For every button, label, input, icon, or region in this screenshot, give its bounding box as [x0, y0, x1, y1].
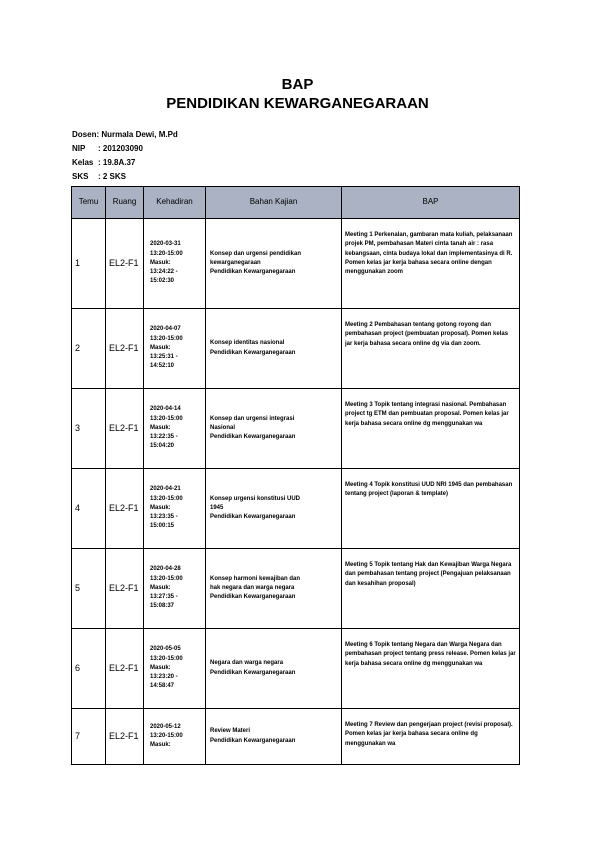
kelas-line [72, 158, 135, 167]
bahan-line: Konsep urgensi konstitusi UUD [210, 495, 301, 502]
table-row [72, 309, 520, 389]
kehadiran-line: 13:27:35 - [150, 594, 178, 601]
dosen-line: Dosen: Nurmala Dewi, M.Pd [72, 130, 178, 139]
kehadiran-line: 2020-04-07 [150, 326, 181, 333]
bahan-line: Konsep identitas nasional [210, 340, 285, 347]
kehadiran-line: 13:23:35 - [150, 514, 178, 521]
nip-label: NIP [72, 144, 86, 153]
cell-bahan-kajian [206, 309, 342, 389]
cell-kehadiran [144, 709, 206, 765]
kelas-label: Kelas [72, 158, 94, 167]
kehadiran-line: 13:20-15:00 [150, 655, 183, 662]
cell-bahan-kajian [206, 469, 342, 549]
header-temu: Temu [72, 187, 106, 219]
bahan-line: Nasional [210, 424, 236, 431]
cell-kehadiran [144, 629, 206, 709]
bahan-line: Konsep dan urgensi pendidikan [210, 250, 302, 257]
cell-kehadiran [144, 549, 206, 629]
cell-bahan-kajian [206, 219, 342, 309]
kehadiran-line: 14:52:10 [150, 363, 175, 370]
cell-temu: 5 [72, 549, 106, 629]
cell-bap: Meeting 5 Topik tentang Hak dan Kewajiban Warga Negara dan pembahasan tentang project (Pengajuan pelaksanaan dan kesahihan proposal) [342, 549, 520, 629]
bahan-line: Pendidikan Kewarganegaraan [210, 594, 296, 601]
kehadiran-line: 13:25:31 - [150, 354, 178, 361]
cell-temu: 3 [72, 389, 106, 469]
kehadiran-line: Masuk: [150, 742, 171, 749]
cell-bahan-kajian [206, 629, 342, 709]
cell-ruang: EL2-F1 [106, 629, 144, 709]
nip-value: : 201203090 [98, 144, 143, 153]
kehadiran-line: 13:20-15:00 [150, 575, 183, 582]
cell-ruang: EL2-F1 [106, 389, 144, 469]
kehadiran-line: 15:02:30 [150, 278, 175, 285]
table-row [72, 389, 520, 469]
cell-temu: 1 [72, 219, 106, 309]
kehadiran-line: Masuk: [150, 259, 171, 266]
kehadiran-line: 13:22:35 - [150, 434, 178, 441]
table-row [72, 549, 520, 629]
kehadiran-line: 2020-04-21 [150, 486, 181, 493]
bahan-line: Review Materi [210, 728, 251, 735]
cell-temu: 6 [72, 629, 106, 709]
kelas-value: : 19.8A.37 [98, 158, 136, 167]
kehadiran-line: 13:24:22 - [150, 269, 178, 276]
cell-bap: Meeting 2 Pembahasan tentang gotong royong dan pembahasan project (pembuatan proposal). Pomen kelas jar kerja bahasa secara online dg via dan zoom. [342, 309, 520, 389]
cell-bap: Meeting 6 Topik tentang Negara dan Warga Negara dan pembahasan project tentang press release. Pomen kelas jar kerja bahasa secara online dg menggunakan wa [342, 629, 520, 709]
page-subtitle: PENDIDIKAN KEWARGANEGARAAN [166, 95, 429, 112]
table-row [72, 469, 520, 549]
bahan-line: Pendidikan Kewarganegaraan [210, 349, 296, 356]
cell-ruang: EL2-F1 [106, 219, 144, 309]
table-row [72, 709, 520, 765]
kehadiran-line: 13:20-15:00 [150, 732, 183, 739]
table-row [72, 629, 520, 709]
bahan-line: Konsep dan urgensi integrasi [210, 415, 295, 422]
cell-bahan-kajian [206, 709, 342, 765]
kehadiran-line: 15:08:37 [150, 603, 175, 610]
bahan-line: hak negara dan warga negara [210, 584, 295, 591]
cell-ruang: EL2-F1 [106, 469, 144, 549]
cell-bap: Meeting 4 Topik konstitusi UUD NRI 1945 dan pembahasan tentang project (laporan & template) [342, 469, 520, 549]
cell-bap: Meeting 3 Topik tentang integrasi nasional. Pembahasan project tg ETM dan pembuatan proposal. Pomen kelas jar kerja bahasa secara online dg menggunakan wa [342, 389, 520, 469]
bahan-line: Konsep harmoni kewajiban dan [210, 575, 301, 582]
bahan-line: Negara dan warga negara [210, 660, 284, 667]
cell-temu: 2 [72, 309, 106, 389]
cell-kehadiran [144, 219, 206, 309]
kehadiran-line: 15:00:15 [150, 523, 175, 530]
kehadiran-line: 13:20-15:00 [150, 415, 183, 422]
header-ruang: Ruang [106, 187, 144, 219]
header-bap: BAP [342, 187, 520, 219]
kehadiran-line: Masuk: [150, 504, 171, 511]
kehadiran-line: 13:23:20 - [150, 674, 178, 681]
sks-line [72, 172, 126, 181]
kehadiran-line: Masuk: [150, 344, 171, 351]
kehadiran-line: 13:20-15:00 [150, 250, 183, 257]
bahan-line: kewarganegaraan [210, 259, 261, 266]
kehadiran-line: 2020-05-05 [150, 646, 181, 653]
kehadiran-line: Masuk: [150, 584, 171, 591]
cell-temu: 4 [72, 469, 106, 549]
sks-label: SKS [72, 172, 89, 181]
page-title: BAP [281, 76, 314, 93]
header-kehadiran: Kehadiran [144, 187, 206, 219]
kehadiran-line: Masuk: [150, 424, 171, 431]
cell-kehadiran [144, 469, 206, 549]
cell-temu: 7 [72, 709, 106, 765]
bahan-line: Pendidikan Kewarganegaraan [210, 669, 296, 676]
kehadiran-line: 15:04:20 [150, 443, 175, 450]
cell-bap: Meeting 7 Review dan pengerjaan project (revisi proposal). Pomen kelas jar kerja bahasa secara online dg menggunakan wa [342, 709, 520, 765]
table-header-row [72, 187, 520, 219]
cell-bap: Meeting 1 Perkenalan, gambaran mata kuliah, pelaksanaan projek PM, pembahasan Materi cinta tanah air : rasa kebangsaan, cinta budaya lokal dan implementasinya di R. Pomen kelas jar kerja bahasa secara online dengan menggunakan zoom [342, 219, 520, 309]
nip-line [72, 144, 143, 153]
cell-bahan-kajian [206, 549, 342, 629]
kehadiran-line: 2020-05-12 [150, 723, 181, 730]
kehadiran-line: 13:20-15:00 [150, 495, 183, 502]
cell-kehadiran [144, 309, 206, 389]
table-row [72, 219, 520, 309]
kehadiran-line: 2020-03-31 [150, 241, 181, 248]
kehadiran-line: Masuk: [150, 664, 171, 671]
sks-value: : 2 SKS [98, 172, 127, 181]
bahan-line: Pendidikan Kewarganegaraan [210, 737, 296, 744]
bahan-line: Pendidikan Kewarganegaraan [210, 434, 296, 441]
kehadiran-line: 2020-04-14 [150, 406, 181, 413]
cell-bahan-kajian [206, 389, 342, 469]
cell-ruang: EL2-F1 [106, 549, 144, 629]
header-bahan-kajian: Bahan Kajian [206, 187, 342, 219]
bap-table [71, 186, 520, 765]
bahan-line: Pendidikan Kewarganegaraan [210, 514, 296, 521]
kehadiran-line: 13:20-15:00 [150, 335, 183, 342]
kehadiran-line: 2020-04-28 [150, 566, 181, 573]
cell-kehadiran [144, 389, 206, 469]
bahan-line: 1945 [210, 504, 224, 511]
bahan-line: Pendidikan Kewarganegaraan [210, 269, 296, 276]
cell-ruang: EL2-F1 [106, 309, 144, 389]
cell-ruang: EL2-F1 [106, 709, 144, 765]
kehadiran-line: 14:58:47 [150, 683, 175, 690]
